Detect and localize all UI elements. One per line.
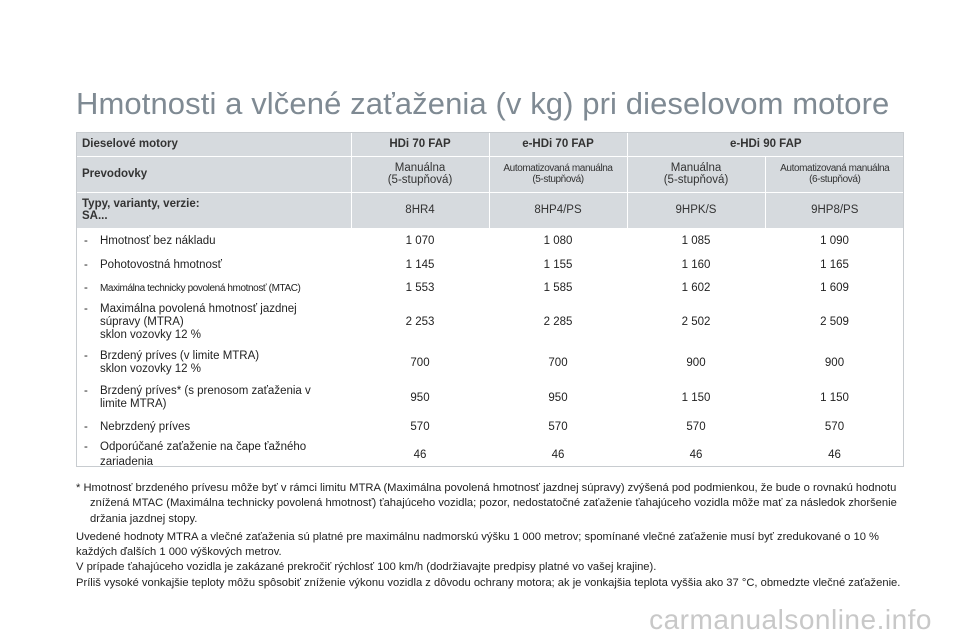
- cell-value: 950: [489, 381, 627, 415]
- engine-header-row: [76, 132, 904, 156]
- cell-value: 570: [489, 415, 627, 439]
- row-label: - Maximálna technicky povolená hmotnosť (MTAC): [76, 276, 351, 299]
- cell-value: 2 285: [489, 299, 627, 345]
- cell-value: 1 080: [489, 228, 627, 253]
- type-code: 9HP8/PS: [765, 192, 904, 228]
- types-label: Typy, varianty, verzie: SA...: [76, 192, 351, 228]
- table-row: [76, 253, 904, 276]
- type-code: 8HR4: [351, 192, 489, 228]
- cell-value: 900: [627, 345, 765, 381]
- cell-value: 1 145: [351, 253, 489, 276]
- cell-value: 1 150: [765, 381, 904, 415]
- cell-value: 46: [351, 439, 489, 471]
- row-label: - Pohotovostná hmotnosť: [76, 253, 351, 276]
- table-row: [76, 415, 904, 439]
- engine-column-header: HDi 70 FAP: [351, 132, 489, 156]
- cell-value: 570: [627, 415, 765, 439]
- notes-paragraph: Uvedené hodnoty MTRA a vlečné zaťaženia sú platné pre maximálnu nadmorskú výšku 1 000 metrov; spomínané vlečné zaťaženie musí byť zredukované o 10 % každých ďalších 1 000 výškových metrov.: [76, 530, 879, 559]
- row-label: - Hmotnosť bez nákladu: [76, 228, 351, 253]
- row-label: - Maximálna povolená hmotnosť jazdnej súpravy (MTRA) sklon vozovky 12 %: [76, 299, 351, 345]
- cell-value: 46: [627, 439, 765, 471]
- cell-value: 1 585: [489, 276, 627, 299]
- cell-value: 570: [351, 415, 489, 439]
- notes-speed-line: V prípade ťahajúceho vozidla je zakázané prekročiť rýchlosť 100 km/h (dodržiavajte predpisy platné vo vašej krajine).: [76, 561, 657, 574]
- gearbox-cell: Manuálna (5-stupňová): [351, 156, 489, 192]
- cell-value: 1 090: [765, 228, 904, 253]
- row-label: - Brzdený príves (v limite MTRA) sklon vozovky 12 %: [76, 345, 351, 381]
- cell-value: 1 602: [627, 276, 765, 299]
- engine-header-label: Dieselové motory: [76, 132, 351, 156]
- table-row: [76, 381, 904, 415]
- watermark: carmanualsonline.info: [649, 604, 932, 635]
- notes-temperature-line: Príliš vysoké vonkajšie teploty môžu spôsobiť zníženie výkonu vozidla z dôvodu ochrany motora; ak je vonkajšia teplota vyššia ako 37 °C, obmedzte vlečné zaťaženie.: [76, 576, 901, 589]
- type-code: 8HP4/PS: [489, 192, 627, 228]
- cell-value: 2 253: [351, 299, 489, 345]
- table-row: [76, 276, 904, 299]
- cell-value: 1 085: [627, 228, 765, 253]
- cell-value: 46: [489, 439, 627, 471]
- table-row: [76, 228, 904, 253]
- page-title: Hmotnosti a vlčené zaťaženia (v kg) pri dieselovom motore: [76, 86, 890, 121]
- gearbox-cell: Automatizovaná manuálna (5-stupňová): [489, 156, 627, 192]
- cell-value: 1 070: [351, 228, 489, 253]
- table-row: [76, 299, 904, 345]
- notes-section: [76, 481, 906, 591]
- gearbox-cell: Manuálna (5-stupňová): [627, 156, 765, 192]
- cell-value: 2 509: [765, 299, 904, 345]
- gearbox-label: Prevodovky: [76, 156, 351, 192]
- gearbox-cell: Automatizovaná manuálna (6-stupňová): [765, 156, 904, 192]
- table-row: [76, 439, 904, 471]
- footnote: * Hmotnosť brzdeného prívesu môže byť v rámci limitu MTRA (Maximálna povolená hmotnosť jazdnej súpravy) zvýšená pod podmienkou, že bude o rovnakú hodnotu znížená MTAC (Maximálna technicky povolená hmotnosť) ťahajúceho vozidla; pozor, nedostatočné zaťaženie ťahajúceho vozidla môže mať za následok zhoršenie držania jazdnej stopy.: [76, 482, 897, 525]
- cell-value: 2 502: [627, 299, 765, 345]
- cell-value: 1 553: [351, 276, 489, 299]
- cell-value: 700: [351, 345, 489, 381]
- row-label: - Odporúčané zaťaženie na čape ťažného zariadenia: [76, 439, 351, 471]
- cell-value: 46: [765, 439, 904, 471]
- cell-value: 1 609: [765, 276, 904, 299]
- row-label: - Nebrzdený príves: [76, 415, 351, 439]
- cell-value: 1 155: [489, 253, 627, 276]
- row-label: - Brzdený príves* (s prenosom zaťaženia v limite MTRA): [76, 381, 351, 415]
- engine-column-header: e-HDi 70 FAP: [489, 132, 627, 156]
- types-row: [76, 192, 904, 228]
- engine-column-header: e-HDi 90 FAP: [627, 132, 904, 156]
- table-row: [76, 345, 904, 381]
- cell-value: 1 165: [765, 253, 904, 276]
- cell-value: 570: [765, 415, 904, 439]
- cell-value: 950: [351, 381, 489, 415]
- cell-value: 1 150: [627, 381, 765, 415]
- cell-value: 1 160: [627, 253, 765, 276]
- type-code: 9HPK/S: [627, 192, 765, 228]
- gearbox-row: [76, 156, 904, 192]
- cell-value: 900: [765, 345, 904, 381]
- cell-value: 700: [489, 345, 627, 381]
- weights-table: [76, 132, 904, 471]
